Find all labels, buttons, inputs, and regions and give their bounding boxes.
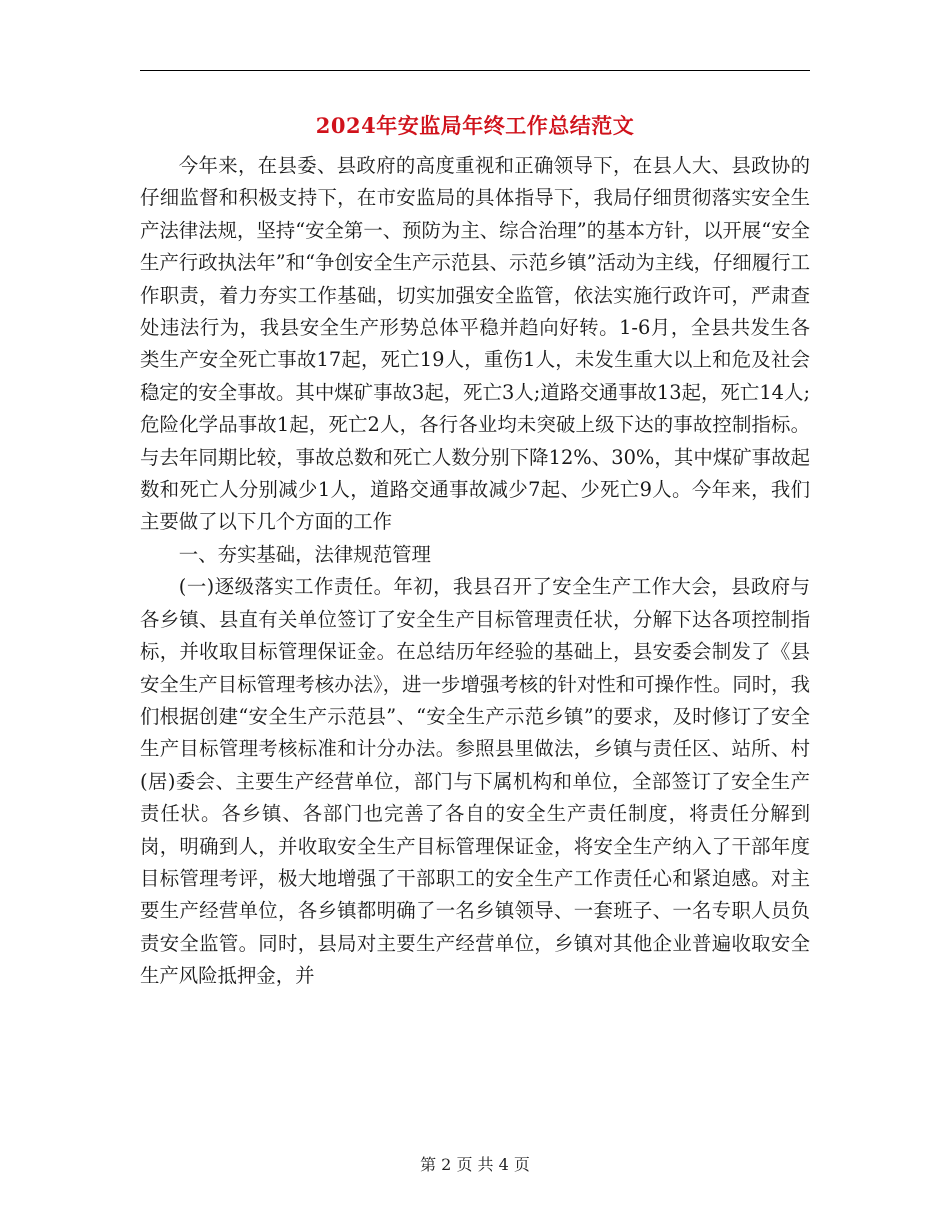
body-paragraph: 今年来，在县委、县政府的高度重视和正确领导下，在县人大、县政协的仔细监督和积极支持下，在市安监局的具体指导下，我局仔细贯彻落实安全生产法律法规，坚持“安全第一、预防为主、综合治理”的基本方针，以开展“安全生产行政执法年”和“争创安全生产示范县、示范乡镇”活动为主线，仔细履行工作职责，着力夯实工作基础，切实加强安全监管，依法实施行政许可，严肃查处违法行为，我县安全生产形势总体平稳并趋向好转。1-6月，全县共发生各类生产安全死亡事故17起，死亡19人，重伤1人，未发生重大以上和危及社会稳定的安全事故。其中煤矿事故3起，死亡3人;道路交通事故13起，死亡14人;危险化学品事故1起，死亡2人，各行各业均未突破上级下达的事故控制指标。与去年同期比较，事故总数和死亡人数分别下降12%、30%，其中煤矿事故起数和死亡人分别减少1人，道路交通事故减少7起、少死亡9人。今年来，我们主要做了以下几个方面的工作 [140,154,810,534]
document-body [140,150,810,993]
section-heading: 一、夯实基础，法律规范管理 [178,542,431,566]
body-paragraph: (一)逐级落实工作责任。年初，我县召开了安全生产工作大会，县政府与各乡镇、县直有关单位签订了安全生产目标管理责任状，分解下达各项控制指标，并收取目标管理保证金。在总结历年经验的基础上，县安委会制发了《县安全生产目标管理考核办法》，进一步增强考核的针对性和可操作性。同时，我们根据创建“安全生产示范县”、“安全生产示范乡镇”的要求，及时修订了安全生产目标管理考核标准和计分办法。参照县里做法，乡镇与责任区、站所、村(居)委会、主要生产经营单位，部门与下属机构和单位，全部签订了安全生产责任状。各乡镇、各部门也完善了各自的安全生产责任制度，将责任分解到岗，明确到人，并收取安全生产目标管理保证金，将安全生产纳入了干部年度目标管理考评，极大地增强了干部职工的安全生产工作责任心和紧迫感。对主要生产经营单位，各乡镇都明确了一名乡镇领导、一套班子、一名专职人员负责安全监管。同时，县局对主要生产经营单位，乡镇对其他企业普遍收取安全生产风险抵押金，并 [140,575,810,988]
page-footer [0,1154,950,1176]
page-number: 第 2 页 共 4 页 [420,1155,530,1174]
header-rule [140,70,810,71]
document-title: 2024年安监局年终工作总结范文 [315,113,635,138]
